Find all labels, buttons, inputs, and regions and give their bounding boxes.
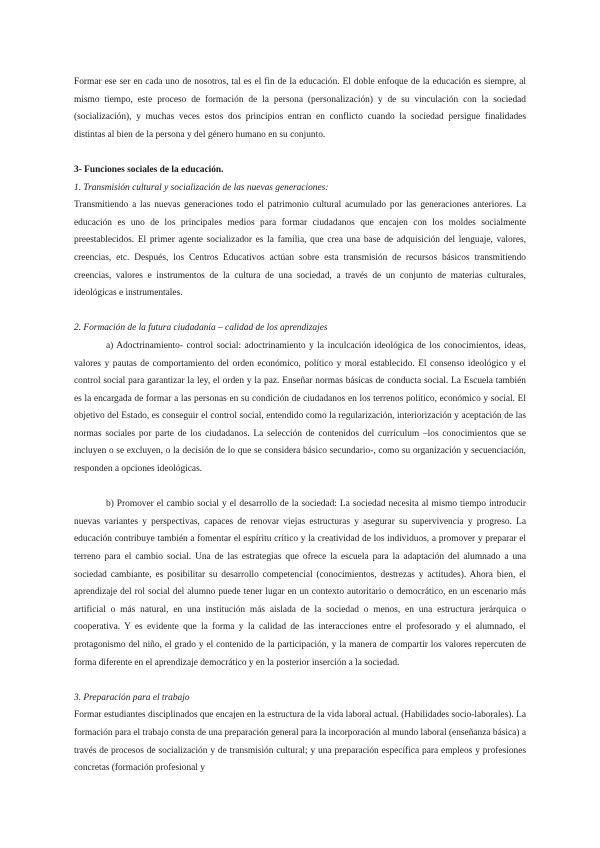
spacer — [74, 672, 526, 690]
subsection-2-paragraph-b: b) Promover el cambio social y el desarrollo de la sociedad: La sociedad necesita al mismo tiempo introducir nuevas variantes y perspectivas, capaces de renovar viejas estructuras y asegurar su supervivencia y progreso. La educación contribuye también a fomentar el espíritu crítico y la creatividad de los individuos, a promover y preparar el terreno para el cambio social. Una de las estrategias que ofrece la escuela para la adaptación del alumnado a una sociedad cambiante, es posibilitar su desarrollo competencial (conocimientos, destrezas y actitudes). Ahora bien, el aprendizaje del rol social del alumno puede tener lugar en un contexto autoritario o democrático, en un escenario más artificial o más natural, en una institución más aislada de la sociedad o menos, en una estructura jerárquica o cooperativa. Y es evidente que la forma y la calidad de las interacciones entre el profesorado y el alumnado, el protagonismo del niño, el grado y el contenido de la participación, y la manera de compartir los valores repercuten de forma diferente en el aprendizaje democrático y en la posterior inserción a la sociedad. — [74, 499, 526, 668]
spacer — [74, 479, 526, 497]
section-heading: 3- Funciones sociales de la educación. — [74, 164, 224, 175]
spacer — [74, 303, 526, 321]
subsection-3-title: 3. Preparación para el trabajo — [74, 692, 190, 703]
subsection-3-text: Formar estudiantes disciplinados que encajen en la estructura de la vida laboral actual. (Habilidades socio-laborales). La formación para el trabajo consta de una preparación general para la incorporación al mundo laboral (enseñanza básica) a través de procesos de socialización y de transmisión cultural; y una preparación específica para empleos y profesiones concretas (formación profesional y — [74, 710, 526, 774]
subsection-2-paragraph-a: a) Adoctrinamiento- control social: adoctrinamiento y la inculcación ideológica de los conocimientos, ideas, valores y pautas de comportamiento del orden económico, político y moral establecido. El consenso ideológico y el control social para garantizar la ley, el orden y la paz. Enseñar normas básicas de conducta social. La Escuela también es la encargada de formar a las personas en su condición de ciudadanos en los terrenos político, económico y social. El objetivo del Estado, es conseguir el control social, entendido como la regularización, interiorización y aceptación de las normas sociales por parte de los ciudadanos. La selección de contenidos del currículum –los conocimientos que se incluyen o se excluyen, o la decisión de lo que se considera básico secundario-, como su organización y secuenciación, responden a opciones ideológicas. — [74, 340, 526, 475]
subsection-1-text: Transmitiendo a las nuevas generaciones todo el patrimonio cultural acumulado por las generaciones anteriores. La educación es uno de los principales medios para formar ciudadanos que encajen con los moldes socialmente preestablecidos. El primer agente socializador es la familia, que crea una base de adquisición del lenguaje, valores, creencias, etc. Después, los Centros Educativos actúan sobre esta transmisión de recursos básicos transmitiendo creencias, valores e instrumentos de la cultura de una sociedad, a través de un conjunto de materias culturales, ideológicas e instrumentales. — [74, 200, 526, 299]
subsection-2-title: 2. Formación de la futura ciudadanía – calidad de los aprendizajes — [74, 323, 328, 334]
document-page — [74, 74, 526, 778]
spacer — [74, 144, 526, 162]
subsection-1-title: 1. Transmisión cultural y socialización de las nuevas generaciones: — [74, 182, 329, 193]
intro-paragraph: Formar ese ser en cada uno de nosotros, tal es el fin de la educación. El doble enfoque de la educación es siempre, al mismo tiempo, este proceso de formación de la persona (personalización) y de su vinculación con la sociedad (socialización), y muchas veces estos dos principios entran en conflicto cuando la sociedad persigue finalidades distintas al bien de la persona y del género humano en su conjunto. — [74, 77, 526, 140]
